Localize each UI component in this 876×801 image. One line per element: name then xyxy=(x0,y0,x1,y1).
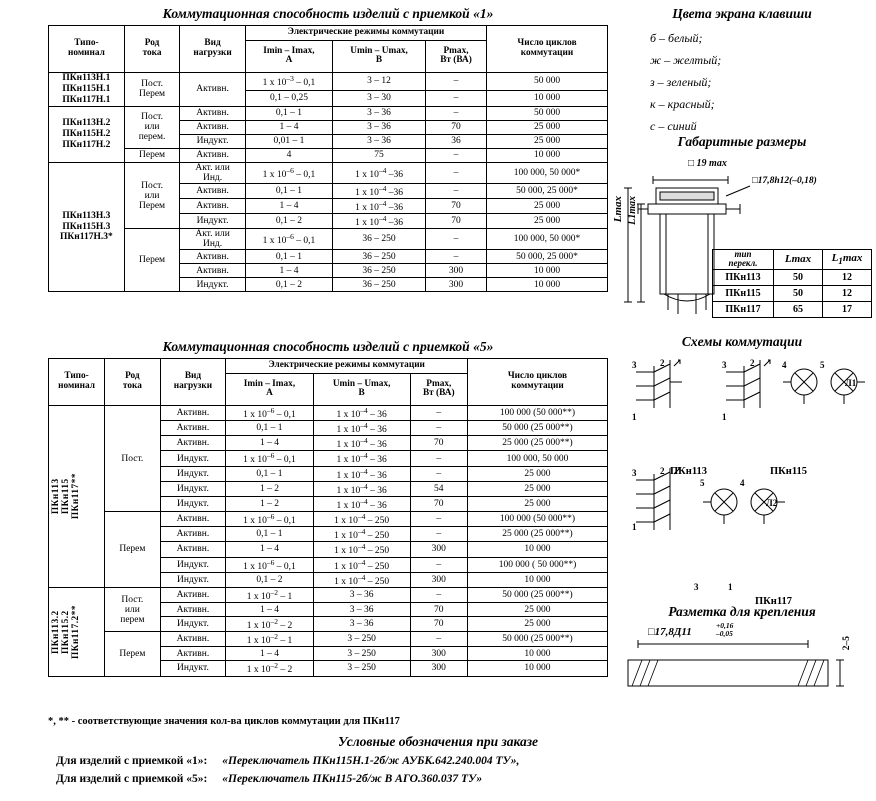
scheme-pin-5: 5 xyxy=(820,360,825,370)
row-pmax: – xyxy=(426,73,487,91)
row-imin: 1 – 4 xyxy=(245,198,332,213)
row-umin: 3 – 36 xyxy=(333,120,426,134)
row-type: ПКн113Н.1 ПКн115Н.1 ПКн117Н.1 xyxy=(49,73,125,107)
row-load: Активн. xyxy=(160,421,226,436)
th-current: Род тока xyxy=(124,26,179,73)
switching-capability-table-1 xyxy=(48,25,608,292)
row-cycles: 100 000 (50 000**) xyxy=(467,406,607,421)
row-cycles: 50 000 xyxy=(487,73,608,91)
row-imin: 1 – 4 xyxy=(245,120,332,134)
row-cycles: 50 000 xyxy=(487,106,608,120)
order-line-1-label: Для изделий с приемкой «1»: xyxy=(56,755,208,767)
row-umin: 3 – 250 xyxy=(313,661,410,676)
row-cycles: 100 000 ( 50 000**) xyxy=(467,557,607,572)
row-type-vertical: ПКн113 ПКн115 ПКн117** xyxy=(51,473,81,520)
dimtbl-type: ПКн115 xyxy=(713,285,774,301)
color-item-white: б – белый; xyxy=(650,31,703,45)
scheme-name-pkn113: ПКн113 xyxy=(670,466,708,477)
row-umin: 3 – 250 xyxy=(313,632,410,647)
row-load: Активн. xyxy=(160,527,226,542)
row-umin: 3 – 36 xyxy=(333,106,426,120)
row-imin: 1 – 4 xyxy=(226,436,313,451)
row-cycles: 25 000 xyxy=(487,198,608,213)
row-umin: 1 х $10^{-4} - 36$ xyxy=(313,421,410,436)
row-umin: 3 – 36 xyxy=(333,134,426,148)
row-imin: 0,1 – 1 xyxy=(226,421,313,436)
row-imin: 0,1 – 1 xyxy=(226,466,313,481)
dimensions-title: Габаритные размеры xyxy=(677,134,807,149)
row-pmax: 70 xyxy=(426,120,487,134)
color-item-green: з – зеленый; xyxy=(650,75,712,89)
row-umin: 1 х $10^{-4} - 250$ xyxy=(313,542,410,557)
schemes-title: Схемы коммутации xyxy=(681,334,803,349)
row-load: Активн. xyxy=(160,647,226,661)
scheme-pin-2: 2 xyxy=(660,358,665,368)
footnote-stars: *, ** - соответствующие значения кол-ва циклов коммутации для ПКн117 xyxy=(48,716,400,727)
dimtbl-th-type: тип перекл. xyxy=(713,250,774,270)
table1-title: Коммутационная способность изделий с приемкой «1» xyxy=(162,6,494,21)
row-imin: 1 х $10^{-6} - 0,1$ xyxy=(226,451,313,466)
scheme-pin-1: 1 xyxy=(632,412,637,422)
row-cycles: 10 000 xyxy=(467,572,607,587)
row-imin: 1 х $10^{-2} - 2$ xyxy=(226,617,313,632)
scheme-pin-2b: 2 xyxy=(750,358,755,368)
row-pmax: – xyxy=(426,183,487,198)
row-type-vertical: ПКн113.2 ПКн115.2 ПКн117.2** xyxy=(51,604,81,659)
row-load: Акт. или Инд. xyxy=(180,162,246,183)
row-imin: 0,1 – 2 xyxy=(245,214,332,229)
row-pmax: – xyxy=(410,527,467,542)
row-imin: 1 х $10^{-2} - 1$ xyxy=(226,632,313,647)
row-imin: 1 х $10^{-6} - 0,1$ xyxy=(226,557,313,572)
row-current: Перем xyxy=(124,229,179,292)
row-cycles: 10 000 xyxy=(487,148,608,162)
row-cycles: 25 000 xyxy=(467,496,607,511)
row-cycles: 25 000 xyxy=(487,214,608,229)
dimension-lmax-label: Lmax xyxy=(612,196,624,223)
row-load: Индукт. xyxy=(160,481,226,496)
lamp-pin-4: 4 xyxy=(740,478,745,488)
th-type: Типо- номинал xyxy=(49,26,125,73)
screen-colors-title: Цвета экрана клавиши xyxy=(672,6,812,21)
row-pmax: – xyxy=(426,90,487,106)
th-modes: Электрические режимы коммутации xyxy=(245,26,486,41)
scheme-pin-3b: 3 xyxy=(722,360,727,370)
row-current: Перем xyxy=(105,512,161,588)
row-pmax: 70 xyxy=(426,214,487,229)
row-pmax: 300 xyxy=(426,264,487,278)
dimtbl-lmax: 65 xyxy=(774,301,823,317)
order-line-2-label: Для изделий с приемкой «5»: xyxy=(56,773,208,785)
row-pmax: – xyxy=(426,250,487,264)
row-load: Активн. xyxy=(180,250,246,264)
mounting-side-label: 2–5 xyxy=(842,636,852,651)
row-imin: 1 – 2 xyxy=(226,481,313,496)
row-pmax: – xyxy=(410,632,467,647)
row-imin: 1 х $10^{-2} - 1$ xyxy=(226,587,313,602)
row-pmax: 300 xyxy=(410,542,467,557)
row-load: Активн. xyxy=(160,587,226,602)
row-load: Активн. xyxy=(160,542,226,557)
row-cycles: 25 000 xyxy=(467,466,607,481)
row-umin: 1 х $10^{-4} - 250$ xyxy=(313,512,410,527)
row-umin: 1 х $10^{-4} - 36$ xyxy=(313,481,410,496)
row-cycles: 100 000, 50 000* xyxy=(487,162,608,183)
row-umin: 36 – 250 xyxy=(333,264,426,278)
dimtbl-type: ПКн117 xyxy=(713,301,774,317)
row-load: Активн. xyxy=(160,436,226,451)
th-pmax: Рmax, Вт (ВА) xyxy=(426,40,487,72)
row-pmax: – xyxy=(410,451,467,466)
row-cycles: 10 000 xyxy=(467,647,607,661)
row-umin: 1 х $10^{-4} - 36$ xyxy=(313,406,410,421)
scheme-pin-4: 4 xyxy=(782,360,787,370)
row-cycles: 10 000 xyxy=(487,264,608,278)
row-imin: 1 х $10^{-2} - 2$ xyxy=(226,661,313,676)
mounting-tol-dn: –0,05 xyxy=(716,629,733,639)
dimtbl-l1max: 12 xyxy=(823,269,872,285)
row-load: Активн. xyxy=(180,148,246,162)
row-pmax: – xyxy=(410,421,467,436)
row-cycles: 25 000 xyxy=(467,481,607,496)
row-umin: 1 х $10^{-4} - 250$ xyxy=(313,527,410,542)
row-imin: 0,1 – 0,25 xyxy=(245,90,332,106)
row-umin: 75 xyxy=(333,148,426,162)
row-imin: 1 – 4 xyxy=(245,264,332,278)
row-pmax: 70 xyxy=(410,603,467,617)
row-current: Пост. xyxy=(105,406,161,512)
row-current: Пост. Перем xyxy=(124,73,179,107)
switching-schemes-drawing xyxy=(608,352,876,592)
row-cycles: 10 000 xyxy=(467,661,607,676)
row-load: Активн. xyxy=(180,264,246,278)
mounting-main-label: □17,8Д11 xyxy=(648,626,692,638)
color-item-yellow: ж – желтый; xyxy=(650,53,722,67)
row-pmax: – xyxy=(410,512,467,527)
color-item-red: к – красный; xyxy=(650,97,715,111)
mounting-tolerance xyxy=(716,622,733,639)
row-current: Пост. или перем. xyxy=(124,106,179,148)
row-pmax: – xyxy=(410,406,467,421)
lamp-pin-3: 3 xyxy=(694,582,699,592)
row-cycles: 10 000 xyxy=(487,90,608,106)
row-imin: 1 – 4 xyxy=(226,603,313,617)
row-umin: 1 х $10^{-4}$ –36 xyxy=(333,162,426,183)
row-cycles: 25 000 xyxy=(487,134,608,148)
row-imin: 0,1 – 1 xyxy=(245,106,332,120)
row-type xyxy=(49,587,105,676)
row-pmax: 300 xyxy=(410,572,467,587)
row-cycles: 100 000, 50 000* xyxy=(487,229,608,250)
th-imin: Imin – Imax, А xyxy=(245,40,332,72)
row-imin: 0,1 – 1 xyxy=(226,527,313,542)
dimtbl-lmax: 50 xyxy=(774,285,823,301)
mounting-tol-up: +0,16 xyxy=(716,621,734,630)
row-umin: 1 х $10^{-4} - 250$ xyxy=(313,572,410,587)
th-load: Вид нагрузки xyxy=(160,359,226,406)
dimtbl-lmax: 50 xyxy=(774,269,823,285)
row-umin: 3 – 36 xyxy=(313,587,410,602)
row-load: Активн. xyxy=(160,406,226,421)
row-pmax: 70 xyxy=(410,496,467,511)
row-imin: 1 х $10^{-6} - 0,1$ xyxy=(226,512,313,527)
row-load: Индукт. xyxy=(180,134,246,148)
scheme-pin-1b: 1 xyxy=(722,412,727,422)
row-load: Активн. xyxy=(180,183,246,198)
lamp-pin-5: 5 xyxy=(700,478,705,488)
row-load: Индукт. xyxy=(180,278,246,292)
th-cycles: Число циклов коммутации xyxy=(487,26,608,73)
row-umin: 3 – 12 xyxy=(333,73,426,91)
th-current: Род тока xyxy=(105,359,161,406)
order-line-2-value: «Переключатель ПКн115-2б/ж В АГО.360.037 ТУ» xyxy=(222,773,483,785)
row-pmax: – xyxy=(410,466,467,481)
row-load: Активн. xyxy=(180,73,246,107)
row-type: ПКн113Н.2 ПКн115Н.2 ПКн117Н.2 xyxy=(49,106,125,162)
row-load: Индукт. xyxy=(160,451,226,466)
row-cycles: 25 000 (25 000**) xyxy=(467,527,607,542)
order-line-1-value: «Переключатель ПКн115Н.1-2б/ж АУБК.642.240.004 ТУ», xyxy=(222,755,520,767)
th-pmax: Рmax, Вт (ВА) xyxy=(410,373,467,405)
row-cycles: 25 000 xyxy=(467,603,607,617)
row-cycles: 50 000, 25 000* xyxy=(487,250,608,264)
row-current: Пост. или Перем xyxy=(124,162,179,228)
th-imin: Imin – Imax, А xyxy=(226,373,313,405)
row-cycles: 25 000 (25 000**) xyxy=(467,436,607,451)
row-load: Активн. xyxy=(180,198,246,213)
th-umin: Umin – Umax, В xyxy=(333,40,426,72)
dimension-top-label: □ 19 max xyxy=(688,158,727,169)
row-pmax: – xyxy=(410,557,467,572)
row-imin: 0,1 – 1 xyxy=(245,250,332,264)
row-cycles: 10 000 xyxy=(467,542,607,557)
row-pmax: 70 xyxy=(410,436,467,451)
row-cycles: 100 000, 50 000 xyxy=(467,451,607,466)
row-pmax: 300 xyxy=(410,661,467,676)
row-umin: 3 – 36 xyxy=(313,603,410,617)
dimension-right-label: □17,8h12(–0,18) xyxy=(752,176,817,186)
row-pmax: 70 xyxy=(426,198,487,213)
row-current: Перем xyxy=(105,632,161,676)
row-umin: 1 х $10^{-4}$ –36 xyxy=(333,214,426,229)
row-load: Активн. xyxy=(160,603,226,617)
row-cycles: 100 000 (50 000**) xyxy=(467,512,607,527)
row-load: Индукт. xyxy=(160,617,226,632)
row-umin: 1 х $10^{-4} - 250$ xyxy=(313,557,410,572)
th-modes: Электрические режимы коммутации xyxy=(226,359,468,374)
row-cycles: 50 000 (25 000**) xyxy=(467,632,607,647)
scheme-name-pkn115: ПКн115 xyxy=(770,466,808,477)
dimension-table xyxy=(712,249,872,318)
row-umin: 1 х $10^{-4} - 36$ xyxy=(313,451,410,466)
row-cycles: 50 000 (25 000**) xyxy=(467,587,607,602)
row-load: Активн. xyxy=(160,512,226,527)
scheme-pin-2c: 2 xyxy=(660,466,665,476)
order-designation-title: Условные обозначения при заказе xyxy=(338,734,538,749)
row-pmax: 70 xyxy=(410,617,467,632)
row-pmax: – xyxy=(426,106,487,120)
row-imin: 0,01 – 1 xyxy=(245,134,332,148)
table2-title: Коммутационная способность изделий с приемкой «5» xyxy=(162,339,494,354)
dimtbl-th-l1max: $L_1\max$ xyxy=(823,250,872,270)
row-imin: 0,1 – 2 xyxy=(245,278,332,292)
row-load: Активн. xyxy=(160,632,226,647)
row-pmax: – xyxy=(426,148,487,162)
row-type xyxy=(49,406,105,588)
row-pmax: – xyxy=(410,587,467,602)
color-item-blue: с – синий xyxy=(650,119,697,133)
row-umin: 36 – 250 xyxy=(333,278,426,292)
row-load: Активн. xyxy=(180,106,246,120)
row-umin: 1 х $10^{-4}$ –36 xyxy=(333,198,426,213)
row-imin: 1 – 4 xyxy=(226,647,313,661)
row-cycles: 25 000 xyxy=(467,617,607,632)
th-umin: Umin – Umax, В xyxy=(313,373,410,405)
row-pmax: – xyxy=(426,229,487,250)
th-load: Вид нагрузки xyxy=(180,26,246,73)
row-load: Индукт. xyxy=(160,572,226,587)
row-umin: 1 х $10^{-4} - 36$ xyxy=(313,436,410,451)
dimtbl-l1max: 12 xyxy=(823,285,872,301)
scheme-pin-3c: 3 xyxy=(632,468,637,478)
row-umin: 36 – 250 xyxy=(333,250,426,264)
row-umin: 1 х $10^{-4} - 36$ xyxy=(313,466,410,481)
row-umin: 3 – 250 xyxy=(313,647,410,661)
row-load: Индукт. xyxy=(160,496,226,511)
dimtbl-th-lmax: Lmax xyxy=(774,250,823,270)
row-pmax: 300 xyxy=(410,647,467,661)
row-imin: 0,1 – 2 xyxy=(226,572,313,587)
mounting-title: Разметка для крепления xyxy=(668,604,816,619)
row-type: ПКн113Н.3 ПКн115Н.3 ПКн117Н.3* xyxy=(49,162,125,291)
row-imin: 4 xyxy=(245,148,332,162)
row-imin: 0,1 – 1 xyxy=(245,183,332,198)
row-pmax: 36 xyxy=(426,134,487,148)
row-umin: 36 – 250 xyxy=(333,229,426,250)
row-umin: 1 х $10^{-4}$ –36 xyxy=(333,183,426,198)
scheme-name-pkn117: ПКн117 xyxy=(755,596,793,607)
row-cycles: 10 000 xyxy=(487,278,608,292)
row-cycles: 50 000 (25 000**) xyxy=(467,421,607,436)
row-imin: 1 – 4 xyxy=(226,542,313,557)
row-imin: 1 х $10^{-6} - 0,1$ xyxy=(226,406,313,421)
row-imin: 1 х $10^{-6} - 0,1$ xyxy=(245,162,332,183)
row-imin: 1 х $10^{-3} - 0,1$ xyxy=(245,73,332,91)
row-pmax: 300 xyxy=(426,278,487,292)
scheme-pin-1c: 1 xyxy=(632,522,637,532)
th-cycles: Число циклов коммутации xyxy=(467,359,607,406)
row-load: Акт. или Инд. xyxy=(180,229,246,250)
row-load: Индукт. xyxy=(180,214,246,229)
lamp-pin-1: 1 xyxy=(728,582,733,592)
row-load: Индукт. xyxy=(160,661,226,676)
dimtbl-type: ПКн113 xyxy=(713,269,774,285)
row-imin: 1 х $10^{-6} - 0,1$ xyxy=(245,229,332,250)
row-cycles: 50 000, 25 000* xyxy=(487,183,608,198)
dimension-l1max-label: L1max xyxy=(627,196,638,225)
th-type: Типо- номинал xyxy=(49,359,105,406)
row-pmax: – xyxy=(426,162,487,183)
row-umin: 3 – 30 xyxy=(333,90,426,106)
row-umin: 1 х $10^{-4} - 36$ xyxy=(313,496,410,511)
row-pmax: 54 xyxy=(410,481,467,496)
row-load: Индукт. xyxy=(160,557,226,572)
scheme-pin-3: 3 xyxy=(632,360,637,370)
row-current: Пост. или перем xyxy=(105,587,161,631)
row-load: Активн. xyxy=(180,120,246,134)
dimtbl-l1max: 17 xyxy=(823,301,872,317)
lamp-label-2: Л2 xyxy=(766,498,778,508)
row-current: Перем xyxy=(124,148,179,162)
lamp-label-1: Л1 xyxy=(845,378,857,388)
switching-capability-table-5 xyxy=(48,358,608,677)
row-cycles: 25 000 xyxy=(487,120,608,134)
row-umin: 3 – 36 xyxy=(313,617,410,632)
row-imin: 1 – 2 xyxy=(226,496,313,511)
row-load: Индукт. xyxy=(160,466,226,481)
